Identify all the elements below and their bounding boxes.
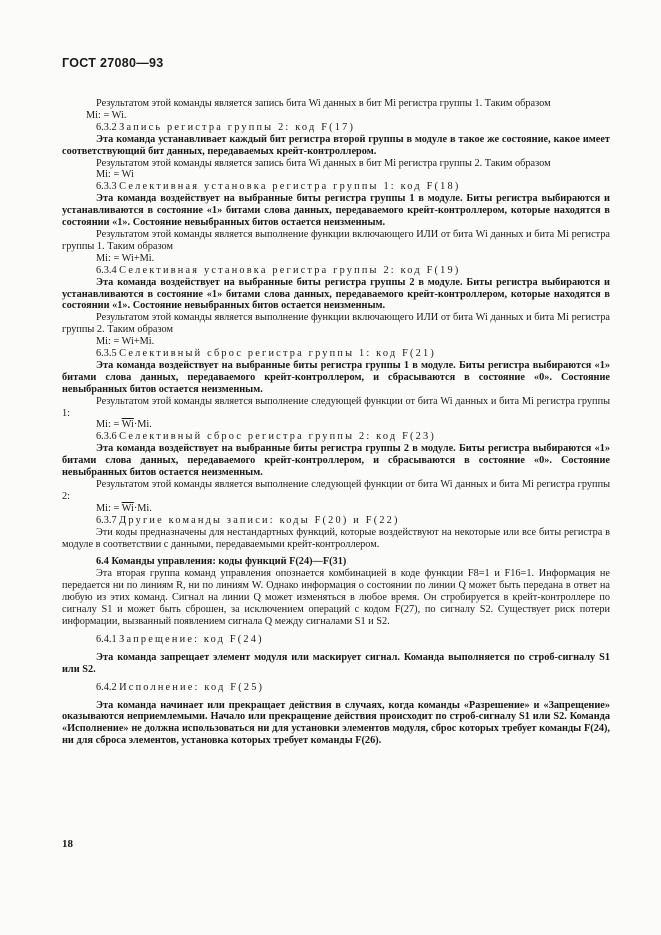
section-heading bbox=[62, 682, 610, 694]
document-body bbox=[62, 98, 610, 747]
section-heading bbox=[62, 515, 610, 527]
section-heading bbox=[62, 181, 610, 193]
paragraph: Результатом этой команды является выполнение следующей функции от бита Wi данных и бита Mi регистра группы 1: bbox=[62, 395, 610, 419]
paragraph: Результатом этой команды является выполнение следующей функции от бита Wi данных и бита Mi регистра группы 2: bbox=[62, 479, 610, 502]
section-heading bbox=[62, 348, 610, 360]
page-number: 18 bbox=[62, 838, 73, 850]
formula bbox=[62, 503, 610, 515]
formula-rhs: ·Mi. bbox=[133, 419, 152, 431]
section-number: 6.4.2 bbox=[96, 681, 117, 693]
formula: Mi: = Wi. bbox=[86, 109, 127, 121]
section-heading bbox=[62, 265, 610, 277]
section-number: 6.3.7 bbox=[96, 514, 117, 526]
formula-negated-term: $\overline{Wi}$ bbox=[121, 419, 134, 431]
paragraph: Эта вторая группа команд управления опознается комбинацией в коде функции F8=1 и F16=1. Информация не передается ни по линиям R, ни по линиям W. Однако информация о состоянии по линии Q может быть передана в ответ на любую из этих команд. Сигнал на линии Q может изменяться в любое время. Он стробируется в крейт-контроллере по сигналу S1 и может быть сброшен, за исключением операций с кодом F(27), по сигналу S2. Существует риск потери информации, вызванный появлением сигнала Q между сигналами S1 и S2. bbox=[62, 568, 610, 627]
formula bbox=[62, 419, 610, 431]
paragraph: Эта команда воздействует на выбранные биты регистра группы 2 в модуле. Биты регистра выбираются и устанавливаются в состояние «1» битами слова данных, передаваемого крейт-контроллером, которые находятся в состоянии «1». Состояние невыбранных битов остается неизменным. bbox=[62, 276, 610, 312]
formula: Mi: = Wi+Mi. bbox=[96, 336, 155, 348]
paragraph: Результатом этой команды является запись бита Wi данных в бит Mi регистра группы 1. Таким образом bbox=[96, 98, 551, 109]
section-title: Селективная установка регистра группы 2: код F(19) bbox=[119, 264, 461, 276]
section-number: 6.3.3 bbox=[96, 181, 117, 193]
section-number: 6.3.5 bbox=[96, 348, 117, 360]
section-heading bbox=[62, 122, 610, 134]
section-title: Селективная установка регистра группы 1: код F(18) bbox=[119, 181, 461, 193]
section-title: Другие команды записи: коды F(20) и F(22) bbox=[119, 514, 400, 526]
section-title: Запрещение: код F(24) bbox=[119, 633, 264, 645]
formula: Mi: = Wi+Mi. bbox=[96, 252, 155, 264]
section-title: Селективный сброс регистра группы 2: код F(23) bbox=[119, 431, 436, 443]
paragraph: Эта команда начинает или прекращает действия в случаях, когда команды «Разрешение» и «Запрещение» оказываются неприемлемыми. Начало или прекращение действия происходит по строб-сигналу S1 или S2. Команда «Исполнение» не должна использоваться ни для установки элементов модуля, сброс которых требует команды F(24), ни для сброса элементов, установка которых требует команды F(26). bbox=[62, 699, 610, 747]
formula-lhs: Mi: = bbox=[96, 419, 122, 431]
paragraph: Результатом этой команды является выполнение функции включающего ИЛИ от бита Wi данных и бита Mi регистра группы 2. Таким образом bbox=[62, 312, 610, 336]
paragraph: Результатом этой команды является выполнение функции включающего ИЛИ от бита Wi данных и бита Mi регистра группы 1. Таким образом bbox=[62, 228, 610, 252]
section-heading bbox=[62, 431, 610, 443]
paragraph: Эта команда воздействует на выбранные биты регистра группы 2 в модуле. Биты регистра выбираются «1» битами слова данных, передаваемого крейт-контроллером, и сбрасываются в состояние «0». Состояние невыбранных битов остается неизменным. bbox=[62, 443, 610, 479]
formula-rhs: ·Mi. bbox=[133, 502, 152, 514]
section-number: 6.3.2 bbox=[96, 121, 117, 133]
formula-lhs: Mi: = bbox=[96, 502, 122, 514]
section-number: 6.3.6 bbox=[96, 431, 117, 443]
section-title: Запись регистра группы 2: код F(17) bbox=[119, 121, 356, 133]
paragraph: Эта команда воздействует на выбранные биты регистра группы 1 в модуле. Биты регистра выбираются и устанавливаются в состояние «1» битами слова данных, передаваемого крейт-контроллером, которые находятся в состоянии «1». Состояние невыбранных битов остается неизменным. bbox=[62, 193, 610, 229]
section-heading bbox=[62, 634, 610, 646]
paragraph: Эта команда воздействует на выбранные биты регистра группы 1 в модуле. Биты регистра выбираются «1» битами слова данных, передаваемого крейт-контроллером, и сбрасываются в состояние «0». Состояние невыбранных битов остается неизменным. bbox=[62, 359, 610, 395]
section-title: Селективный сброс регистра группы 1: код F(21) bbox=[119, 348, 436, 360]
formula: Mi: = Wi bbox=[96, 169, 134, 181]
paragraph: Результатом этой команды является запись бита Wi данных в бит Mi регистра группы 2. Таким образом bbox=[96, 157, 551, 169]
section-title: Исполнение: код F(25) bbox=[119, 681, 265, 693]
paragraph: Эта команда устанавливает каждый бит регистра второй группы в модуле в такое же состояние, какое имеет соответствующий бит данных, передаваемых крейт-контроллером. bbox=[62, 133, 610, 157]
paragraph: Эти коды предназначены для нестандартных функций, которые воздействуют на некоторые или все биты регистра в модуле в соответствии с данными, передаваемыми крейт-контроллером. bbox=[62, 526, 610, 550]
section-number: 6.4.1 bbox=[96, 633, 117, 645]
section-number: 6.3.4 bbox=[96, 264, 117, 276]
formula-negated-term: $\overline{Wi}$ bbox=[121, 502, 134, 514]
section-heading: 6.4 Команды управления: коды функций F(24)—F(31) bbox=[96, 556, 347, 568]
paragraph: Эта команда запрещает элемент модуля или маскирует сигнал. Команда выполняется по строб-сигналу S1 или S2. bbox=[62, 651, 610, 675]
document-header: ГОСТ 27080—93 bbox=[62, 56, 164, 70]
